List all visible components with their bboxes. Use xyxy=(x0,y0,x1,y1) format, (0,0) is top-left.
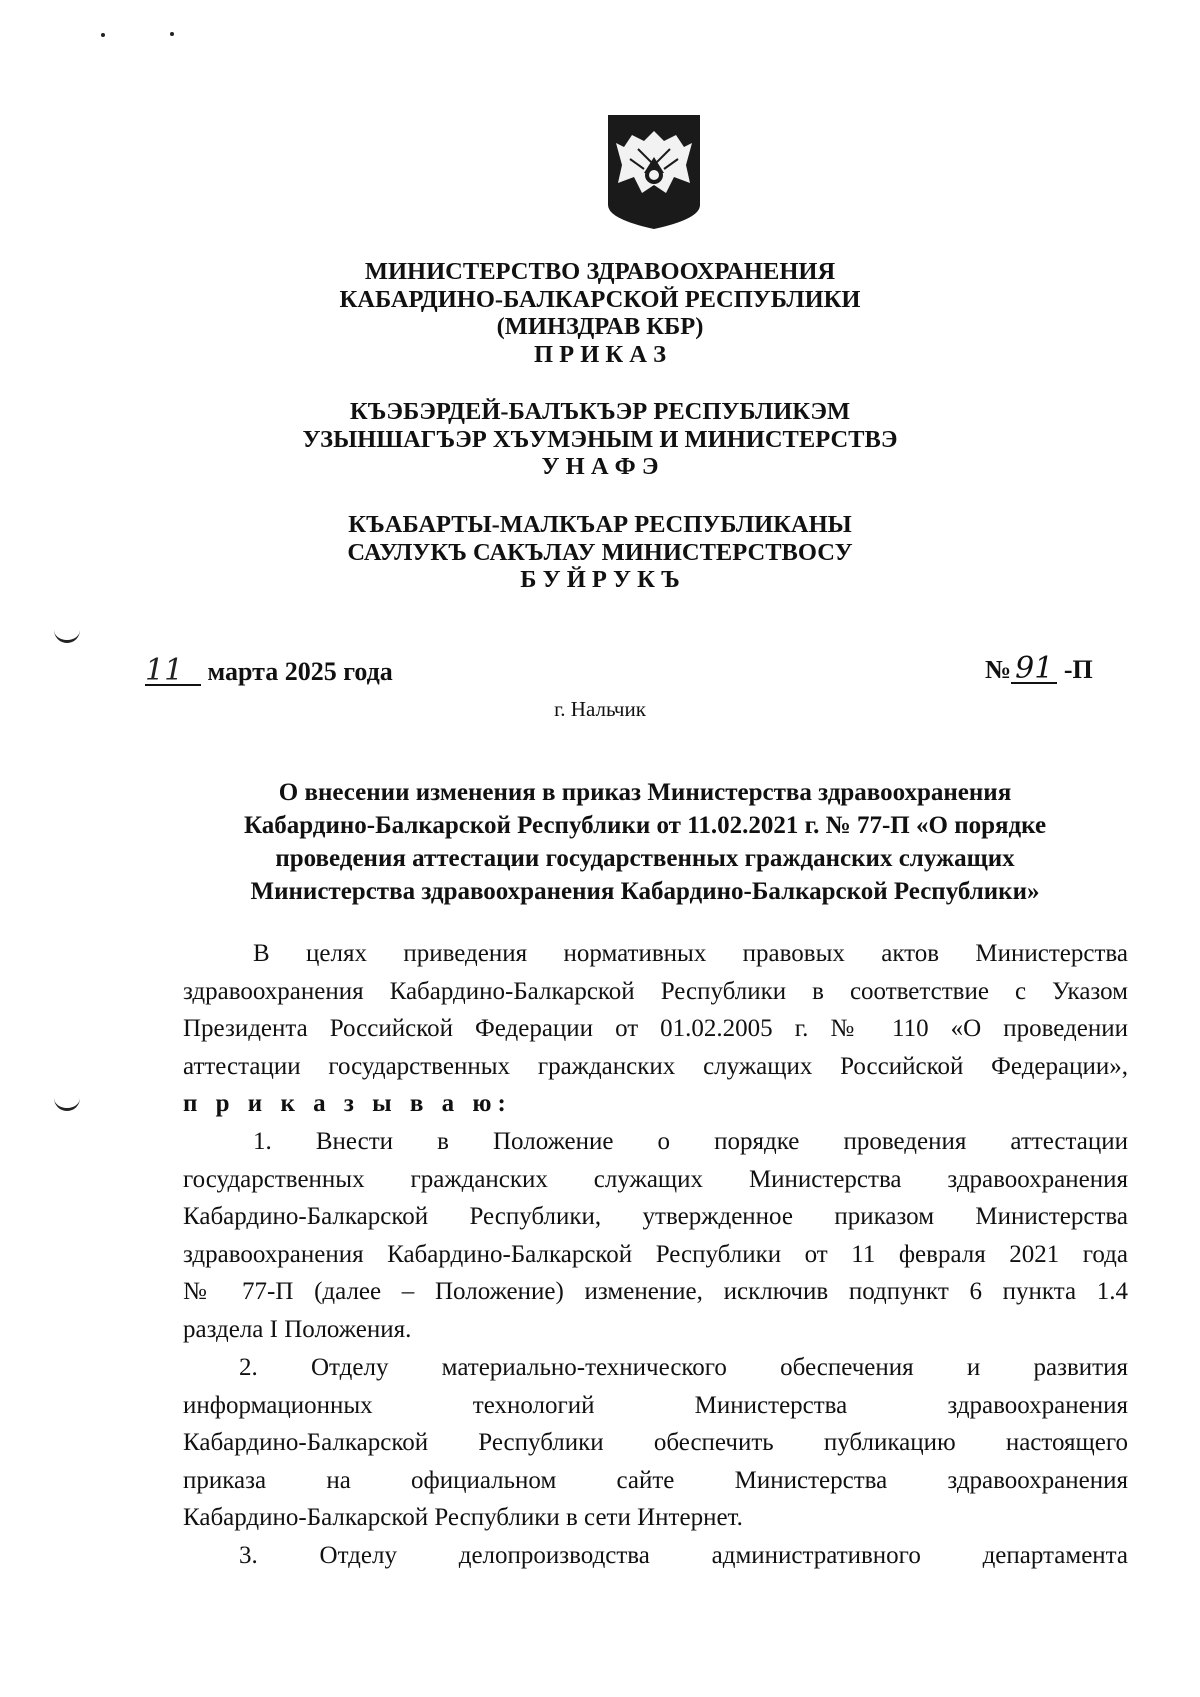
header-doc-type: У Н А Ф Э xyxy=(541,453,659,480)
body-line: 3. Отделу делопроизводства административного департамента xyxy=(239,1542,1128,1569)
body-line: Кабардино-Балкарской Республики в сети Интернет. xyxy=(183,1504,743,1531)
body-line: информационных технологий Министерства здравоохранения xyxy=(183,1391,1128,1419)
header-doc-type: Б У Й Р У К Ъ xyxy=(520,566,680,593)
date-text: марта 2025 года xyxy=(207,657,393,686)
body-line: раздела I Положения. xyxy=(183,1315,412,1343)
coat-of-arms-emblem xyxy=(604,113,704,231)
margin-mark xyxy=(54,628,80,643)
title-line: О внесении изменения в приказ Министерства здравоохранения xyxy=(278,779,1012,806)
title-line: Кабардино-Балкарской Республики от 11.02.2021 г. № 77-П «О порядке xyxy=(243,812,1047,839)
handwritten-day: 11 xyxy=(145,658,201,686)
number-prefix: № xyxy=(985,655,1012,684)
city: г. Нальчик xyxy=(554,697,646,721)
title-line: Министерства здравоохранения Кабардино-Балкарской Республики» xyxy=(250,878,1040,905)
body-line: здравоохранения Кабардино-Балкарской Республики от 11 февраля 2021 года xyxy=(183,1240,1128,1268)
item-2 xyxy=(183,1349,1128,1537)
number-suffix: -П xyxy=(1063,655,1093,684)
header-line: САУЛУКЪ САКЪЛАУ МИНИСТЕРСТВОСУ xyxy=(347,538,853,566)
header-ru xyxy=(0,258,1200,368)
body-line: 2. Отделу материально-технического обеспечения и развития xyxy=(239,1354,1128,1381)
header-line: (МИНЗДРАВ КБР) xyxy=(496,313,704,340)
body-line: государственных гражданских служащих Министерства здравоохранения xyxy=(183,1165,1128,1193)
order-word: п р и к а з ы в а ю: xyxy=(183,1090,512,1117)
body-line: приказа на официальном сайте Министерства здравоохранения xyxy=(183,1466,1128,1494)
body-line: Президента Российской Федерации от 01.02.2005 г. № 110 «О проведении xyxy=(183,1015,1128,1042)
preamble xyxy=(183,935,1128,1123)
title-line: проведения аттестации государственных гражданских служащих xyxy=(275,845,1015,872)
header-line: УЗЫНШАГЪЭР ХЪУМЭНЫМ И МИНИСТЕРСТВЭ xyxy=(302,425,898,453)
document-title xyxy=(180,776,1110,908)
body-line: Кабардино-Балкарской Республики обеспечить публикацию настоящего xyxy=(183,1429,1128,1456)
header-krc xyxy=(0,511,1200,594)
order-date xyxy=(145,653,393,688)
body-line: аттестации государственных гражданских служащих Российской Федерации», xyxy=(183,1052,1128,1080)
body-line: № 77-П (далее – Положение) изменение, исключив подпункт 6 пункта 1.4 xyxy=(183,1278,1128,1305)
header-line: МИНИСТЕРСТВО ЗДРАВООХРАНЕНИЯ xyxy=(364,258,836,285)
header-line: КЪЭБЭРДЕЙ-БАЛЪКЪЭР РЕСПУБЛИКЭМ xyxy=(349,398,851,425)
item-1 xyxy=(183,1123,1128,1348)
header-doc-type: П Р И К А З xyxy=(533,340,667,368)
body-line: Кабардино-Балкарской Республики, утвержденное приказом Министерства xyxy=(183,1203,1128,1230)
body-line: В целях приведения нормативных правовых актов Министерства xyxy=(253,940,1128,967)
item-3 xyxy=(183,1537,1128,1575)
body-line: здравоохранения Кабардино-Балкарской Республики в соответствие с Указом xyxy=(183,977,1128,1005)
header-line: КАБАРДИНО-БАЛКАРСКОЙ РЕСПУБЛИКИ xyxy=(339,285,861,313)
scan-speck xyxy=(101,33,105,37)
header-line: КЪАБАРТЫ-МАЛКЪАР РЕСПУБЛИКАНЫ xyxy=(348,511,852,538)
margin-mark xyxy=(54,1096,80,1111)
order-number xyxy=(985,651,1093,686)
scan-speck xyxy=(170,32,174,36)
header-kbd xyxy=(0,398,1200,481)
handwritten-number: 91 xyxy=(1011,656,1057,684)
body-line: 1. Внести в Положение о порядке проведения аттестации xyxy=(253,1128,1128,1155)
